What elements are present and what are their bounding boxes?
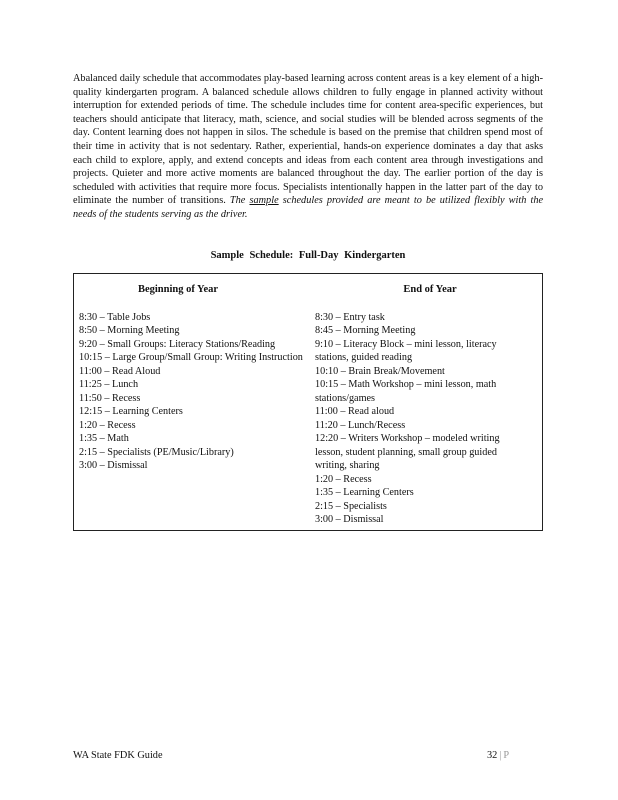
beginning-schedule-item: 1:20 – Recess [79, 419, 136, 431]
beginning-schedule-item: 11:25 – Lunch [79, 379, 139, 390]
intro-text: Abalanced daily schedule that accommodates play-based learning across content areas is a key element of a high-quality kindergarten program. A balanced schedule allows children to fully engage in planned activity without interruption for extended periods of time. The schedule includes time for content area-specific experiences, but teachers should anticipate that literacy, math, science, and social studies will be blended across segments of the day. Content learning does not happen in silos. The schedule is based on the premise that children spend most of their time in activity that is not sedentary. Rather, experiential, hands-on experience dominates a day that asks each child to explore, apply, and extend concepts and ideas from each content area through investigations and projects. Quieter and more active moments are balanced throughout the day. The earlier portion of the day is scheduled with activities that require more focus. Specialists intentionally happen in the latter part of the day to eliminate the number of transitions. [73, 73, 543, 207]
schedule-title: Sample Schedule: Full-Day Kindergarten [210, 250, 406, 261]
end-schedule-item: 12:20 – Writers Workshop – modeled writing lesson, student planning, small group guided writing, sharing [315, 433, 500, 471]
beginning-schedule-item: 1:35 – Math [79, 433, 129, 444]
beginning-schedule-item: 3:00 – Dismissal [79, 460, 148, 471]
end-schedule-item: 3:00 – Dismissal [315, 514, 384, 525]
beginning-of-year-column [79, 283, 307, 473]
intro-italic-underlined: sample [249, 195, 279, 207]
end-schedule-item: 1:35 – Learning Centers [315, 487, 414, 498]
end-schedule-item: 1:20 – Recess [315, 473, 372, 485]
end-schedule-item: 10:10 – Brain Break/Movement [315, 365, 445, 377]
end-schedule-item: 8:45 – Morning Meeting [315, 325, 416, 336]
intro-italic-before: The [229, 195, 246, 207]
end-schedule-item: 8:30 – Entry task [315, 311, 385, 323]
beginning-of-year-list [79, 311, 307, 473]
end-schedule-item: 10:15 – Math Workshop – mini lesson, math stations/games [315, 379, 497, 404]
beginning-schedule-item: 11:50 – Recess [79, 392, 141, 404]
page-separator: | [499, 750, 502, 761]
beginning-schedule-item: 12:15 – Learning Centers [79, 406, 183, 417]
end-schedule-item: 9:10 – Literacy Block – mini lesson, literacy stations, guided reading [315, 338, 497, 363]
beginning-schedule-item: 2:15 – Specialists (PE/Music/Library) [79, 446, 234, 458]
beginning-schedule-item: 10:15 – Large Group/Small Group: Writing Instruction [79, 352, 303, 363]
schedule-table [73, 273, 543, 531]
footer-guide-title: WA State FDK Guide [73, 750, 163, 761]
end-schedule-item: 2:15 – Specialists [315, 500, 387, 512]
footer-page [487, 750, 509, 761]
page-number: 32 [487, 750, 498, 761]
beginning-schedule-item: 11:00 – Read Aloud [79, 365, 161, 377]
end-of-year-header: End of Year [403, 284, 457, 295]
end-schedule-item: 11:20 – Lunch/Recess [315, 419, 406, 431]
intro-paragraph [73, 72, 543, 222]
end-schedule-item: 11:00 – Read aloud [315, 406, 395, 417]
beginning-schedule-item: 8:50 – Morning Meeting [79, 325, 180, 336]
beginning-of-year-header: Beginning of Year [137, 284, 219, 295]
intro-italic-after: schedules provided are meant to be utilized flexibly with the needs of the students serving as the driver. [73, 195, 544, 220]
beginning-schedule-item: 8:30 – Table Jobs [79, 311, 151, 323]
end-of-year-list [315, 311, 515, 527]
beginning-schedule-item: 9:20 – Small Groups: Literacy Stations/Reading [79, 338, 276, 350]
end-of-year-column [315, 283, 515, 527]
page-label: P [503, 750, 510, 761]
